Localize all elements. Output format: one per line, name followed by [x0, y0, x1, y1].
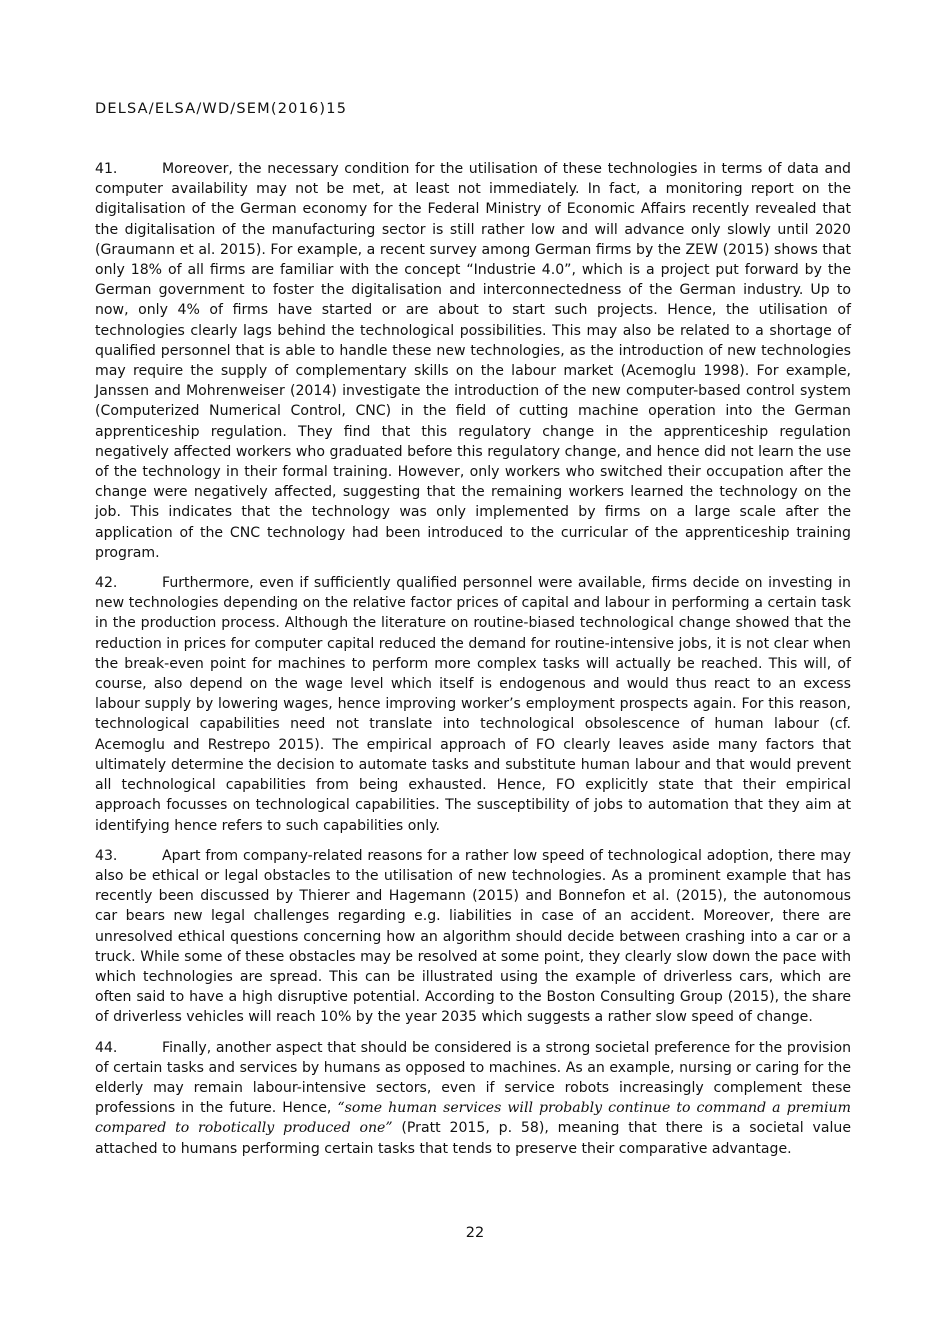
paragraph-number: 44.: [95, 1039, 118, 1056]
paragraph-number: 41.: [95, 161, 118, 177]
document-id-header: DELSA/ELSA/WD/SEM(2016)15: [95, 101, 348, 117]
paragraph-number: 42.: [95, 575, 118, 592]
paragraph-42: [95, 573, 851, 836]
paragraph-44: [95, 1038, 851, 1159]
paragraph-text-after-quote: (Pratt 2015, p. 58), meaning that there is a societal value attached to humans performing certain tasks that tends to preserve their comparative advantage.: [95, 1120, 852, 1157]
paragraph-number: 43.: [95, 847, 118, 864]
paragraph-text: Furthermore, even if sufficiently qualified personnel were available, firms decide on investing in new technologies depending on the relative factor prices of capital and labour in performing a certain task in the production process. Although the literature on routine-biased technological change showed that the reduction in prices for computer capital reduced the demand for routine-intensive jobs, it is not clear when the break-even point for machines to perform more complex tasks will actually be reached. This will, of course, also depend on the wage level which itself is endogenous and would thus react to an excess labour supply by lowering wages, hence improving worker’s employment prospects again. For this reason, technological capabilities need not translate into technological obsolescence of human labour (cf. Acemoglu and Restrepo 2015). The empirical approach of FO clearly leaves aside many factors that ultimately determine the decision to automate tasks and substitute human labour and that would prevent all technological capabilities from being exhausted. Hence, FO explicitly state that their empirical approach focusses on technological capabilities. The susceptibility of jobs to automation that they aim at identifying hence refers to such capabilities only.: [95, 575, 851, 834]
page-number: 22: [465, 1225, 485, 1241]
paragraph-text-before-quote: Finally, another aspect that should be considered is a strong societal preference for the provision of certain tasks and services by humans as opposed to machines. As an example, nursing or caring for the elderly may remain labour-intensive sectors, even if service robots increasingly complement these professions in the future. Hence,: [95, 1039, 851, 1117]
document-body: [95, 159, 851, 1169]
paragraph-43: [95, 846, 851, 1028]
paragraph-41: [95, 159, 851, 563]
pratt-quote: “some human services will probably continue to command a premium compared to robotically produced one”: [95, 1100, 851, 1137]
paragraph-text: Moreover, the necessary condition for the utilisation of these technologies in terms of data and computer availability may not be met, at least not immediately. In fact, a monitoring report on the digitalisation of the German economy for the Federal Ministry of Economic Affairs recently revealed that the digitalisation of the manufacturing sector is still rather low and will advance only slowly until 2020 (Graumann et al. 2015). For example, a recent survey among German firms by the ZEW (2015) shows that only 18% of all firms are familiar with the concept “Industrie 4.0”, which is a project put forward by the German government to foster the digitalisation and interconnectedness of the German industry. Up to now, only 4% of firms have started or are about to start such projects. Hence, the utilisation of technologies clearly lags behind the technological possibilities. This may also be related to a shortage of qualified personnel that is able to handle these new technologies, as the introduction of new technologies may require the supply of complementary skills on the labour market (Acemoglu 1998). For example, Janssen and Mohrenweiser (2014) investigate the introduction of the new computer-based control system (Computerized Numerical Control, CNC) in the field of cutting machine operation into the German apprenticeship regulation. They find that this regulatory change in the apprenticeship regulation negatively affected workers who graduated before this regulatory change, and hence did not learn the use of the technology in their formal training. However, only workers who switched their occupation after the change were negatively affected, suggesting that the remaining workers learned the technology on the job. This indicates that the technology was only implemented by firms on a large scale after the application of the CNC technology had been introduced to the curricular of the apprenticeship training program.: [95, 161, 851, 561]
paragraph-text: Apart from company-related reasons for a rather low speed of technological adoption, there may also be ethical or legal obstacles to the utilisation of new technologies. As a prominent example that has recently been discussed by Thierer and Hagemann (2015) and Bonnefon et al. (2015), the autonomous car bears new legal challenges regarding e.g. liabilities in case of an accident. Moreover, there are unresolved ethical questions concerning how an algorithm should decide between crashing into a car or a truck. While some of these obstacles may be resolved at some point, they clearly slow down the pace with which technologies are spread. This can be illustrated using the example of driverless cars, which are often said to have a high disruptive potential. According to the Boston Consulting Group (2015), the share of driverless vehicles will reach 10% by the year 2035 which suggests a rather slow speed of change.: [95, 847, 851, 1026]
